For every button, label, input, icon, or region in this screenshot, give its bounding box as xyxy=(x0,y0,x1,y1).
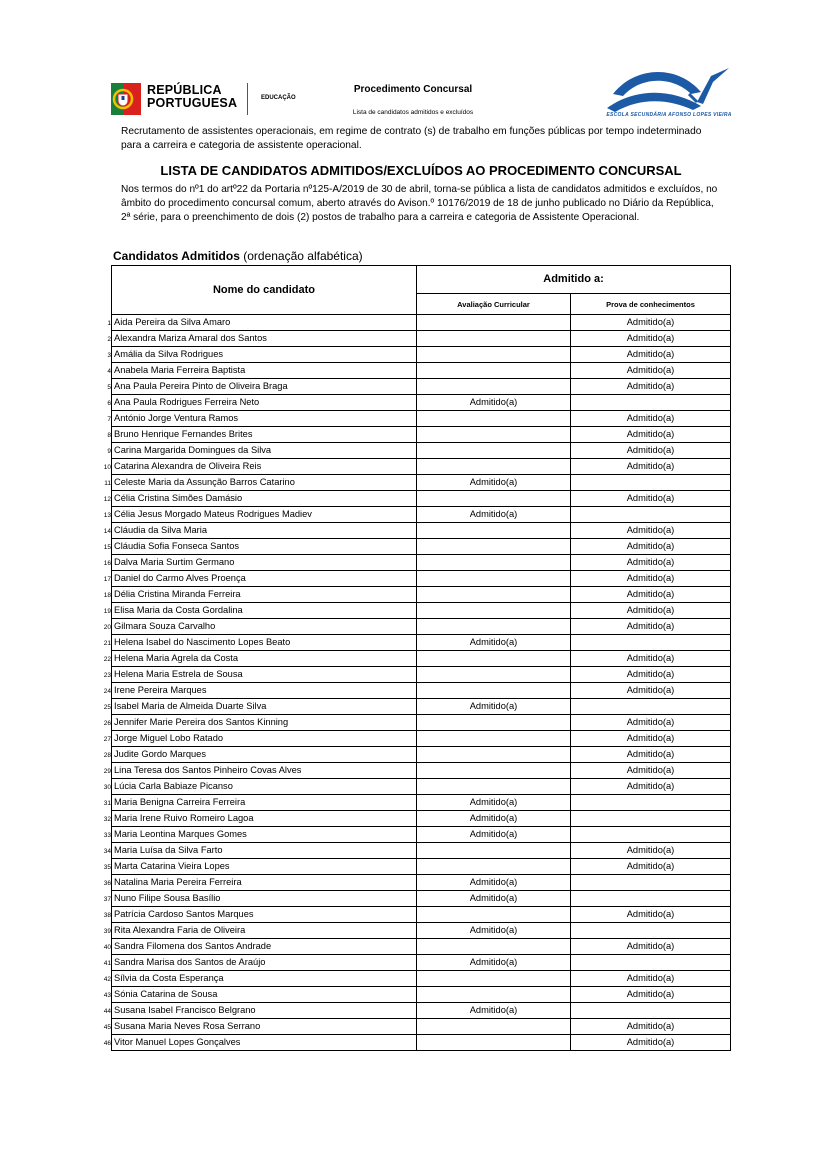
row-number: 5 xyxy=(107,384,111,391)
column-header-prova: Prova de conhecimentos xyxy=(571,294,731,315)
candidate-name: Patrícia Cardoso Santos Marques xyxy=(114,909,254,919)
row-number: 25 xyxy=(103,704,111,711)
prova-conhecimentos-cell: Admitido(a) xyxy=(571,363,731,379)
candidate-name-cell xyxy=(103,507,417,523)
prova-conhecimentos-cell xyxy=(571,635,731,651)
prova-conhecimentos-cell: Admitido(a) xyxy=(571,571,731,587)
candidate-name-cell xyxy=(103,555,417,571)
avaliacao-curricular-cell: Admitido(a) xyxy=(417,395,571,411)
candidate-name: Marta Catarina Vieira Lopes xyxy=(114,861,230,871)
prova-conhecimentos-cell: Admitido(a) xyxy=(571,683,731,699)
table-row xyxy=(112,411,731,427)
candidate-name: Lina Teresa dos Santos Pinheiro Covas Alves xyxy=(114,765,302,775)
table-row xyxy=(112,571,731,587)
candidate-name-cell xyxy=(103,539,417,555)
table-row xyxy=(112,523,731,539)
table-row xyxy=(112,923,731,939)
table-row xyxy=(112,475,731,491)
table-row xyxy=(112,619,731,635)
body-text: Nos termos do nº1 do artº22 da Portaria nº125-A/2019 de 30 de abril, torna-se pública a lista de candidatos admitidos e excluídos, no âmbito do procedimento concursal comum, aberto através do Avison.º 10176/2019 de 18 de junho publicado no Diário da República, 2ª série, para o preenchimento de dois (2) postos de trabalho para a carreira e categoria de Assistente Operacional. xyxy=(121,184,718,223)
coat-of-arms-icon xyxy=(111,83,141,115)
row-number: 42 xyxy=(103,976,111,983)
school-name: ESCOLA SECUNDÁRIA AFONSO LOPES VIEIRA xyxy=(606,112,732,118)
candidate-name-cell xyxy=(103,987,417,1003)
candidate-name: Alexandra Mariza Amaral dos Santos xyxy=(114,333,267,343)
avaliacao-curricular-cell xyxy=(417,331,571,347)
avaliacao-curricular-cell xyxy=(417,779,571,795)
table-row xyxy=(112,891,731,907)
prova-conhecimentos-cell: Admitido(a) xyxy=(571,443,731,459)
candidate-name: Judite Gordo Marques xyxy=(114,749,206,759)
candidate-name: Maria Benigna Carreira Ferreira xyxy=(114,797,246,807)
table-row xyxy=(112,971,731,987)
row-number: 20 xyxy=(103,624,111,631)
row-number: 26 xyxy=(103,720,111,727)
candidate-name: Vitor Manuel Lopes Gonçalves xyxy=(114,1037,241,1047)
candidate-name-cell xyxy=(103,603,417,619)
candidate-name: Lúcia Carla Babiaze Picanso xyxy=(114,781,233,791)
avaliacao-curricular-cell xyxy=(417,603,571,619)
candidate-name: Aida Pereira da Silva Amaro xyxy=(114,317,231,327)
prova-conhecimentos-cell xyxy=(571,1003,731,1019)
candidate-name: Helena Maria Agrela da Costa xyxy=(114,653,239,663)
page-title: LISTA DE CANDIDATOS ADMITIDOS/EXCLUÍDOS AO PROCEDIMENTO CONCURSAL xyxy=(160,163,682,178)
avaliacao-curricular-cell xyxy=(417,715,571,731)
candidate-name: Susana Maria Neves Rosa Serrano xyxy=(114,1021,261,1031)
prova-conhecimentos-cell: Admitido(a) xyxy=(571,523,731,539)
table-row xyxy=(112,603,731,619)
table-row xyxy=(112,539,731,555)
row-number: 24 xyxy=(103,688,111,695)
table-row xyxy=(112,363,731,379)
row-number: 39 xyxy=(103,928,111,935)
candidate-name-cell xyxy=(103,715,417,731)
candidate-name-cell xyxy=(107,363,417,379)
avaliacao-curricular-cell xyxy=(417,379,571,395)
candidate-name-cell xyxy=(103,523,417,539)
candidate-name: Maria Luísa da Silva Farto xyxy=(114,845,223,855)
avaliacao-curricular-cell xyxy=(417,523,571,539)
prova-conhecimentos-cell: Admitido(a) xyxy=(571,939,731,955)
avaliacao-curricular-cell: Admitido(a) xyxy=(417,795,571,811)
table-row xyxy=(112,1035,731,1051)
candidate-name-cell xyxy=(103,907,417,923)
table-row xyxy=(112,811,731,827)
candidate-name: Dalva Maria Surtim Germano xyxy=(114,557,235,567)
prova-conhecimentos-cell xyxy=(571,923,731,939)
row-number: 16 xyxy=(103,560,111,567)
table-row xyxy=(112,635,731,651)
gov-logo-line1: REPÚBLICA xyxy=(147,83,222,97)
avaliacao-curricular-cell: Admitido(a) xyxy=(417,635,571,651)
prova-conhecimentos-cell: Admitido(a) xyxy=(571,619,731,635)
prova-conhecimentos-cell xyxy=(571,827,731,843)
table-row xyxy=(112,763,731,779)
prova-conhecimentos-cell: Admitido(a) xyxy=(571,779,731,795)
avaliacao-curricular-cell xyxy=(417,555,571,571)
row-number: 29 xyxy=(103,768,111,775)
candidate-name-cell xyxy=(103,859,417,875)
avaliacao-curricular-cell xyxy=(417,539,571,555)
table-body xyxy=(103,315,731,1051)
prova-conhecimentos-cell: Admitido(a) xyxy=(571,1019,731,1035)
prova-conhecimentos-cell: Admitido(a) xyxy=(571,715,731,731)
row-number: 41 xyxy=(103,960,111,967)
row-number: 11 xyxy=(104,480,111,487)
row-number: 28 xyxy=(103,752,111,759)
row-number: 33 xyxy=(103,832,111,839)
candidate-name-cell xyxy=(103,939,417,955)
avaliacao-curricular-cell: Admitido(a) xyxy=(417,875,571,891)
table-row xyxy=(112,1019,731,1035)
avaliacao-curricular-cell xyxy=(417,1019,571,1035)
avaliacao-curricular-cell xyxy=(417,587,571,603)
prova-conhecimentos-cell: Admitido(a) xyxy=(571,491,731,507)
row-number: 31 xyxy=(103,800,111,807)
table-row xyxy=(112,315,731,331)
candidate-name: Anabela Maria Ferreira Baptista xyxy=(114,365,246,375)
candidate-name: Isabel Maria de Almeida Duarte Silva xyxy=(114,701,267,711)
prova-conhecimentos-cell: Admitido(a) xyxy=(571,459,731,475)
table-row xyxy=(112,443,731,459)
candidate-name-cell xyxy=(103,811,417,827)
table-row xyxy=(112,859,731,875)
row-number: 19 xyxy=(103,608,111,615)
candidate-name-cell xyxy=(103,843,417,859)
candidate-name-cell xyxy=(103,635,417,651)
row-number: 37 xyxy=(103,896,111,903)
candidate-name-cell xyxy=(104,475,417,491)
prova-conhecimentos-cell xyxy=(571,395,731,411)
candidate-name-cell xyxy=(103,699,417,715)
row-number: 6 xyxy=(107,400,111,407)
row-number: 10 xyxy=(103,464,111,471)
avaliacao-curricular-cell xyxy=(417,651,571,667)
table-row xyxy=(112,507,731,523)
table-row xyxy=(112,683,731,699)
row-number: 32 xyxy=(103,816,111,823)
row-number: 22 xyxy=(103,656,111,663)
avaliacao-curricular-cell xyxy=(417,731,571,747)
table-row xyxy=(112,347,731,363)
intro-text: Recrutamento de assistentes operacionais, em regime de contrato (s) de trabalho em funções públicas por tempo indeterminado para a carreira e categoria de assistente operacional. xyxy=(121,126,702,151)
table-row xyxy=(112,939,731,955)
candidate-name-cell xyxy=(107,411,417,427)
avaliacao-curricular-cell: Admitido(a) xyxy=(417,475,571,491)
avaliacao-curricular-cell xyxy=(417,971,571,987)
candidate-name: Maria Irene Ruivo Romeiro Lagoa xyxy=(114,813,254,823)
candidate-name: Rita Alexandra Faria de Oliveira xyxy=(114,925,246,935)
section-title-bold: Candidatos Admitidos xyxy=(113,249,240,263)
table-row xyxy=(112,875,731,891)
prova-conhecimentos-cell: Admitido(a) xyxy=(571,971,731,987)
prova-conhecimentos-cell: Admitido(a) xyxy=(571,667,731,683)
column-header-admitted: Admitido a: xyxy=(417,266,731,294)
table-row xyxy=(112,1003,731,1019)
candidate-name: Daniel do Carmo Alves Proença xyxy=(114,573,246,583)
prova-conhecimentos-cell xyxy=(571,955,731,971)
prova-conhecimentos-cell xyxy=(571,475,731,491)
logo-divider xyxy=(247,83,248,115)
avaliacao-curricular-cell xyxy=(417,363,571,379)
candidate-name: Célia Cristina Simões Damásio xyxy=(114,493,243,503)
avaliacao-curricular-cell xyxy=(417,939,571,955)
avaliacao-curricular-cell: Admitido(a) xyxy=(417,1003,571,1019)
table-row xyxy=(112,747,731,763)
candidate-name-cell xyxy=(103,587,417,603)
table-row xyxy=(112,795,731,811)
republica-portuguesa-logo xyxy=(111,80,311,118)
avaliacao-curricular-cell xyxy=(417,683,571,699)
candidate-name-cell xyxy=(103,667,417,683)
candidate-name-cell xyxy=(107,315,417,331)
avaliacao-curricular-cell: Admitido(a) xyxy=(417,811,571,827)
candidate-name-cell xyxy=(103,459,417,475)
candidate-name: Carina Margarida Domingues da Silva xyxy=(114,445,272,455)
candidate-name-cell xyxy=(103,571,417,587)
candidate-name-cell xyxy=(103,651,417,667)
candidate-name: Susana Isabel Francisco Belgrano xyxy=(114,1005,256,1015)
avaliacao-curricular-cell xyxy=(417,1035,571,1051)
candidate-name-cell xyxy=(107,395,417,411)
candidate-name-cell xyxy=(103,827,417,843)
prova-conhecimentos-cell: Admitido(a) xyxy=(571,747,731,763)
candidate-name: Sandra Marisa dos Santos de Araújo xyxy=(114,957,266,967)
row-number: 2 xyxy=(107,336,111,343)
candidate-name: Amália da Silva Rodrigues xyxy=(114,349,224,359)
table-row xyxy=(112,779,731,795)
row-number: 3 xyxy=(107,352,111,359)
avaliacao-curricular-cell: Admitido(a) xyxy=(417,923,571,939)
row-number: 23 xyxy=(103,672,111,679)
prova-conhecimentos-cell xyxy=(571,507,731,523)
table-row xyxy=(112,907,731,923)
row-number: 4 xyxy=(107,368,111,375)
table-row xyxy=(112,843,731,859)
candidate-name: Catarina Alexandra de Oliveira Reis xyxy=(114,461,262,471)
row-number: 30 xyxy=(103,784,111,791)
candidate-name: Jennifer Marie Pereira dos Santos Kinning xyxy=(114,717,289,727)
avaliacao-curricular-cell: Admitido(a) xyxy=(417,955,571,971)
candidate-name: Maria Leontina Marques Gomes xyxy=(114,829,247,839)
prova-conhecimentos-cell: Admitido(a) xyxy=(571,907,731,923)
table-row xyxy=(112,827,731,843)
prova-conhecimentos-cell: Admitido(a) xyxy=(571,843,731,859)
candidate-name: Célia Jesus Morgado Mateus Rodrigues Madiev xyxy=(114,509,312,519)
prova-conhecimentos-cell: Admitido(a) xyxy=(571,331,731,347)
candidate-name-cell xyxy=(103,731,417,747)
avaliacao-curricular-cell: Admitido(a) xyxy=(417,891,571,907)
candidate-name: Irene Pereira Marques xyxy=(114,685,207,695)
avaliacao-curricular-cell: Admitido(a) xyxy=(417,507,571,523)
candidate-name: Bruno Henrique Fernandes Brites xyxy=(114,429,253,439)
header-subtitle: Lista de candidatos admitidos e excluídos xyxy=(352,109,474,116)
prova-conhecimentos-cell: Admitido(a) xyxy=(571,603,731,619)
candidate-name: Sónia Catarina de Sousa xyxy=(114,989,218,999)
avaliacao-curricular-cell xyxy=(417,571,571,587)
candidate-name-cell xyxy=(103,923,417,939)
candidate-name-cell xyxy=(103,491,417,507)
candidate-name-cell xyxy=(103,747,417,763)
section-title xyxy=(113,249,363,263)
prova-conhecimentos-cell xyxy=(571,795,731,811)
table-row xyxy=(112,555,731,571)
header-title: Procedimento Concursal xyxy=(353,84,473,95)
table-row xyxy=(112,699,731,715)
avaliacao-curricular-cell xyxy=(417,619,571,635)
prova-conhecimentos-cell xyxy=(571,891,731,907)
prova-conhecimentos-cell: Admitido(a) xyxy=(571,379,731,395)
candidate-name: Sandra Filomena dos Santos Andrade xyxy=(114,941,272,951)
row-number: 18 xyxy=(103,592,111,599)
row-number: 27 xyxy=(103,736,111,743)
row-number: 44 xyxy=(103,1008,111,1015)
prova-conhecimentos-cell: Admitido(a) xyxy=(571,651,731,667)
avaliacao-curricular-cell xyxy=(417,667,571,683)
prova-conhecimentos-cell: Admitido(a) xyxy=(571,411,731,427)
row-number: 35 xyxy=(103,864,111,871)
row-number: 8 xyxy=(107,432,111,439)
candidate-name-cell xyxy=(103,1003,417,1019)
candidate-name: Celeste Maria da Assunção Barros Catarino xyxy=(114,477,295,487)
candidate-name-cell xyxy=(103,955,417,971)
candidate-name: Cláudia da Silva Maria xyxy=(114,525,208,535)
column-header-avaliacao: Avaliação Curricular xyxy=(417,294,571,315)
candidate-name-cell xyxy=(103,971,417,987)
row-number: 34 xyxy=(103,848,111,855)
row-number: 7 xyxy=(107,416,111,423)
avaliacao-curricular-cell xyxy=(417,427,571,443)
candidate-name: Délia Cristina Miranda Ferreira xyxy=(114,589,241,599)
candidate-name-cell xyxy=(103,875,417,891)
avaliacao-curricular-cell xyxy=(417,859,571,875)
table-row xyxy=(112,331,731,347)
candidate-name-cell xyxy=(107,347,417,363)
prova-conhecimentos-cell xyxy=(571,699,731,715)
row-number: 1 xyxy=(107,320,111,327)
candidate-name-cell xyxy=(107,427,417,443)
table-row xyxy=(112,987,731,1003)
row-number: 43 xyxy=(103,992,111,999)
prova-conhecimentos-cell: Admitido(a) xyxy=(571,763,731,779)
candidate-name: Sílvia da Costa Esperança xyxy=(114,973,224,983)
table-row xyxy=(112,491,731,507)
prova-conhecimentos-cell xyxy=(571,811,731,827)
row-number: 13 xyxy=(103,512,111,519)
row-number: 14 xyxy=(103,528,111,535)
prova-conhecimentos-cell: Admitido(a) xyxy=(571,347,731,363)
prova-conhecimentos-cell: Admitido(a) xyxy=(571,587,731,603)
candidate-name-cell xyxy=(107,443,417,459)
prova-conhecimentos-cell: Admitido(a) xyxy=(571,1035,731,1051)
row-number: 46 xyxy=(103,1040,111,1047)
candidate-name: Cláudia Sofia Fonseca Santos xyxy=(114,541,240,551)
avaliacao-curricular-cell xyxy=(417,763,571,779)
row-number: 17 xyxy=(103,576,111,583)
table-row xyxy=(112,667,731,683)
candidate-name-cell xyxy=(103,891,417,907)
prova-conhecimentos-cell xyxy=(571,875,731,891)
avaliacao-curricular-cell: Admitido(a) xyxy=(417,699,571,715)
candidate-name: Elisa Maria da Costa Gordalina xyxy=(114,605,243,615)
candidate-name: Jorge Miguel Lobo Ratado xyxy=(114,733,224,743)
prova-conhecimentos-cell: Admitido(a) xyxy=(571,859,731,875)
candidates-table xyxy=(103,265,731,1051)
candidate-name: Gilmara Souza Carvalho xyxy=(114,621,216,631)
avaliacao-curricular-cell xyxy=(417,459,571,475)
candidate-name-cell xyxy=(107,331,417,347)
table-row xyxy=(112,427,731,443)
table-row xyxy=(112,955,731,971)
table-row xyxy=(112,651,731,667)
table-row xyxy=(112,731,731,747)
prova-conhecimentos-cell: Admitido(a) xyxy=(571,555,731,571)
row-number: 12 xyxy=(103,496,111,503)
avaliacao-curricular-cell xyxy=(417,491,571,507)
prova-conhecimentos-cell: Admitido(a) xyxy=(571,315,731,331)
table-row xyxy=(112,715,731,731)
row-number: 9 xyxy=(107,448,111,455)
row-number: 45 xyxy=(103,1024,111,1031)
candidate-name: Natalina Maria Pereira Ferreira xyxy=(114,877,242,887)
candidate-name-cell xyxy=(103,1019,417,1035)
avaliacao-curricular-cell xyxy=(417,347,571,363)
candidate-name: António Jorge Ventura Ramos xyxy=(114,413,239,423)
avaliacao-curricular-cell xyxy=(417,907,571,923)
prova-conhecimentos-cell: Admitido(a) xyxy=(571,539,731,555)
avaliacao-curricular-cell: Admitido(a) xyxy=(417,827,571,843)
prova-conhecimentos-cell: Admitido(a) xyxy=(571,731,731,747)
row-number: 36 xyxy=(103,880,111,887)
column-header-name: Nome do candidato xyxy=(112,266,417,315)
avaliacao-curricular-cell xyxy=(417,315,571,331)
row-number: 15 xyxy=(103,544,111,551)
prova-conhecimentos-cell: Admitido(a) xyxy=(571,427,731,443)
avaliacao-curricular-cell xyxy=(417,411,571,427)
row-number: 40 xyxy=(103,944,111,951)
candidate-name-cell xyxy=(103,619,417,635)
table-row xyxy=(112,587,731,603)
gov-logo-dept: EDUCAÇÃO xyxy=(261,95,296,101)
section-title-note: (ordenação alfabética) xyxy=(239,249,363,263)
row-number: 38 xyxy=(103,912,111,919)
row-number: 21 xyxy=(103,640,111,647)
candidate-name: Ana Paula Rodrigues Ferreira Neto xyxy=(114,397,260,407)
avaliacao-curricular-cell xyxy=(417,443,571,459)
candidate-name: Helena Maria Estrela de Sousa xyxy=(114,669,243,679)
table-row xyxy=(112,379,731,395)
candidate-name: Helena Isabel do Nascimento Lopes Beato xyxy=(114,637,291,647)
candidate-name: Nuno Filipe Sousa Basílio xyxy=(114,893,221,903)
candidate-name-cell xyxy=(103,795,417,811)
prova-conhecimentos-cell: Admitido(a) xyxy=(571,987,731,1003)
candidate-name-cell xyxy=(103,763,417,779)
table-row xyxy=(112,459,731,475)
candidate-name-cell xyxy=(103,1035,417,1051)
candidate-name-cell xyxy=(103,779,417,795)
candidate-name-cell xyxy=(103,683,417,699)
avaliacao-curricular-cell xyxy=(417,747,571,763)
avaliacao-curricular-cell xyxy=(417,843,571,859)
candidate-name: Ana Paula Pereira Pinto de Oliveira Braga xyxy=(114,381,288,391)
avaliacao-curricular-cell xyxy=(417,987,571,1003)
gov-logo-line2: PORTUGUESA xyxy=(147,96,238,110)
candidate-name-cell xyxy=(107,379,417,395)
table-row xyxy=(112,395,731,411)
